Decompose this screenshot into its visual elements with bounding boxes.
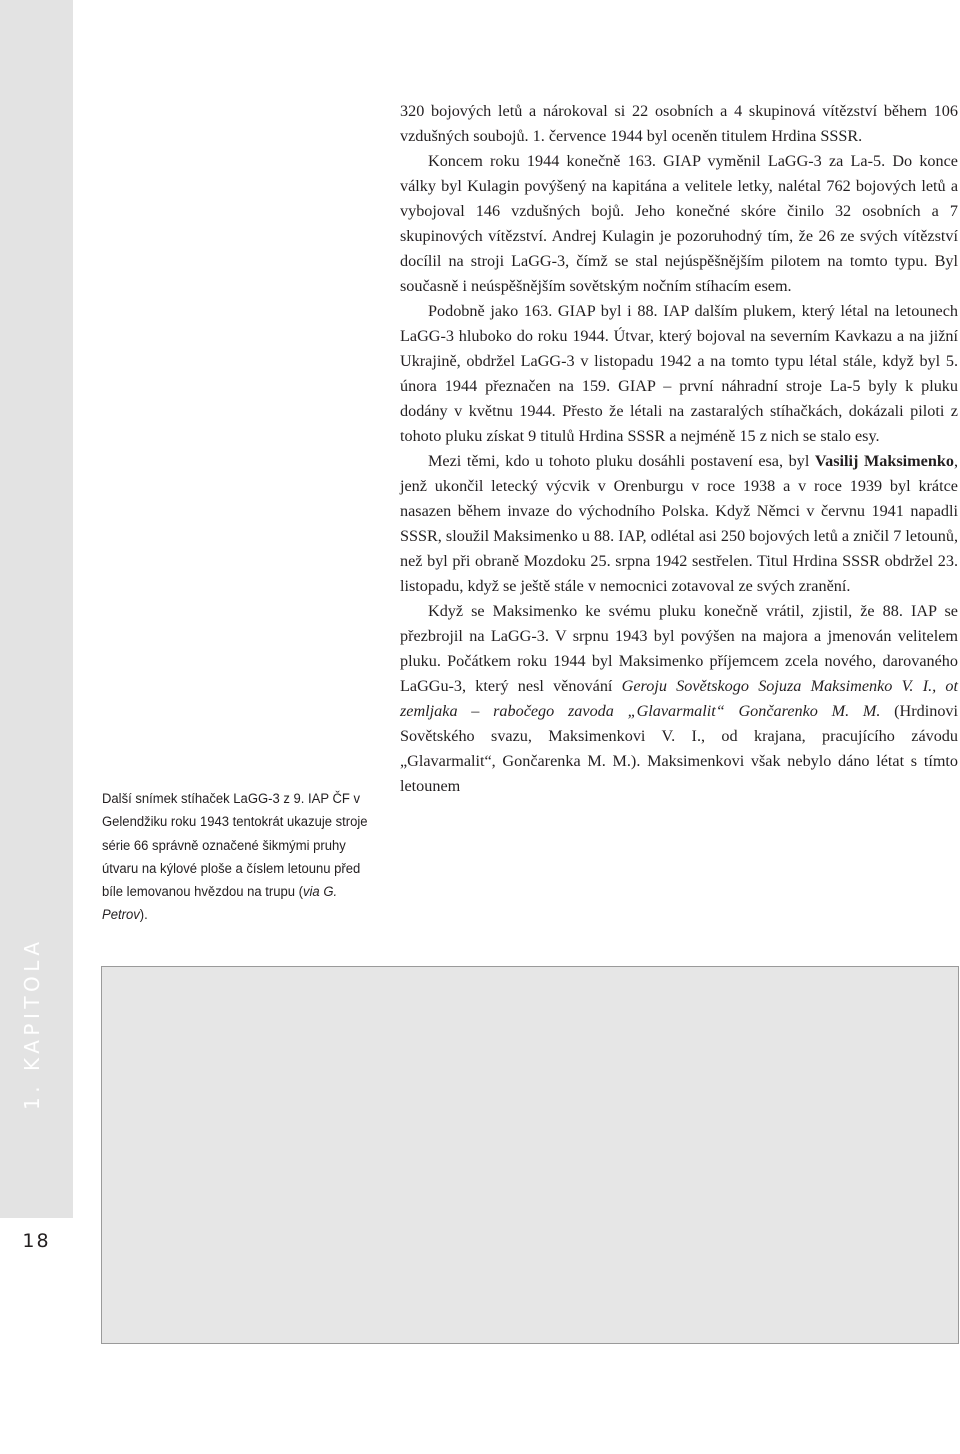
paragraph: 320 bojových letů a nárokoval si 22 osobních a 4 skupinová vítězství během 106 vzdušných soubojů. 1. července 1944 byl oceněn titulem Hrdina SSSR.: [400, 102, 958, 145]
caption-text: Další snímek stíhaček LaGG-3 z 9. IAP ČF v Gelendžiku roku 1943 tentokrát ukazuje stroje série 66 správně označené šikmými pruhy útvaru na kýlové ploše a číslem letounu před bíle lemovanou hvězdou na trupu (: [102, 791, 368, 901]
paragraph-text: (Hrdinovi Sovětského svazu, Maksimenkovi V. I., od krajana, pracujícího závodu „Glavarmalit“, Gončarenka M. M.). Maksimenkovi však nebylo dáno létat s tímto letounem: [400, 702, 959, 795]
paragraph: [400, 599, 958, 799]
chapter-label: 1. KAPITOLA: [20, 937, 44, 1110]
caption-credit: via G. Petrov: [102, 884, 338, 924]
paragraph-text: Když se Maksimenko ke svému pluku konečně vrátil, zjistil, že 88. IAP se přezbrojil na LaGG-3. V srpnu 1943 byl povýšen na majora a jmenován velitelem pluku. Počátkem roku 1944 byl Maksimenko příjemcem zcela nového, darovaného LaGGu-3, který nesl věnování: [400, 602, 958, 695]
paragraph-text: , jenž ukončil letecký výcvik v Orenburgu v roce 1938 a v roce 1939 byl krátce nasazen během invaze do východního Polska. Když Němci v červnu 1941 napadli SSSR, sloužil Maksimenko u 88. IAP, odlétal asi 250 bojových letů a zničil 7 letounů, než byl při obraně Mozdoku 25. srpna 1942 sestřelen. Titul Hrdina SSSR obdržel 23. listopadu, když se ještě stále v nemocnici zotavoval ze svých zranění.: [400, 452, 958, 595]
page-number: 18: [22, 1230, 51, 1252]
article-body: [400, 99, 958, 799]
photo-caption: [102, 788, 368, 928]
dedication-text: Geroju Sovětskogo Sojuza Maksimenko V. I., ot zemljaka – rabočego zavoda „Glavarmalit“ Gončarenko M. M.: [400, 677, 958, 720]
paragraph-text: Mezi těmi, kdo u tohoto pluku dosáhli postavení esa, byl: [428, 452, 815, 470]
person-name: Vasilij Maksimenko: [814, 452, 954, 470]
photo-placeholder: [101, 966, 959, 1344]
paragraph: [400, 449, 958, 599]
paragraph: Podobně jako 163. GIAP byl i 88. IAP dalším plukem, který létal na letounech LaGG-3 hluboko do roku 1944. Útvar, který bojoval na severním Kavkazu a na jižní Ukrajině, obdržel LaGG-3 v listopadu 1942 a na tomto typu létal stále, když byl 5. února 1944 přeznačen na 159. GIAP – první náhradní stroje La-5 byly k pluku dodány v květnu 1944. Přesto že létali na zastaralých stíhačkách, dokázali piloti z tohoto pluku získat 9 titulů Hrdina SSSR a nejméně 15 z nich se stalo esy.: [400, 302, 958, 445]
paragraph: Koncem roku 1944 konečně 163. GIAP vyměnil LaGG-3 za La-5. Do konce války byl Kulagin povýšený na kapitána a velitele letky, nalétal 762 bojových letů a vybojoval 146 vzdušných bojů. Jeho konečné skóre činilo 32 osobních a 7 skupinových vítězství. Andrej Kulagin je pozoruhodný tím, že 26 ze svých vítězství docílil na stroji LaGG-3, čímž se stal nejúspěšnějším pilotem na tomto typu. Byl současně i neúspěšnějším sovětským nočním stíhacím esem.: [400, 152, 958, 295]
caption-end: ).: [139, 907, 148, 924]
